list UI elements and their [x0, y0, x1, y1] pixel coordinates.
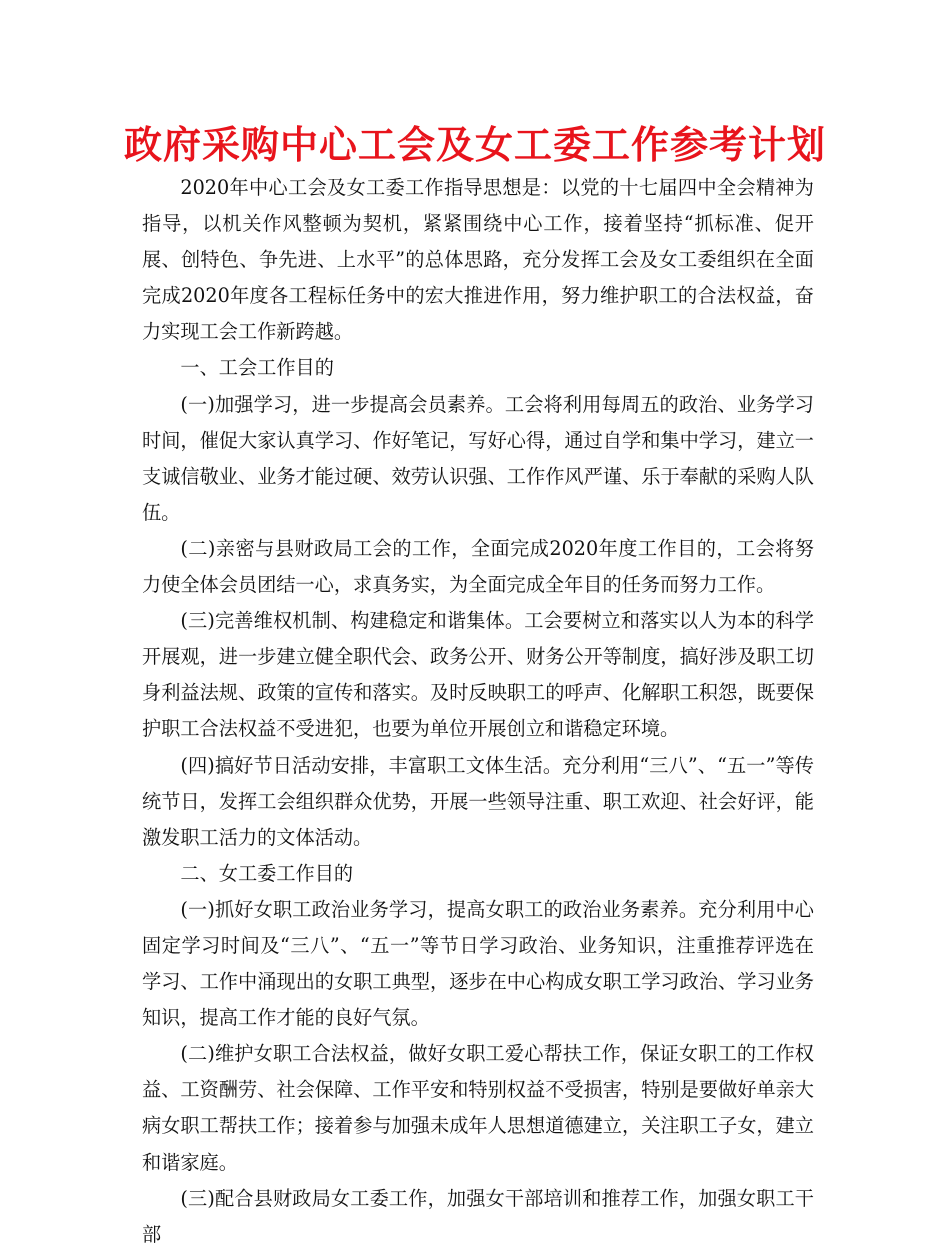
- paragraph-intro: 2020年中心工会及女工委工作指导思想是：以党的十七届四中全会精神为指导，以机关作风整顿为契机，紧紧围绕中心工作，接着坚持“抓标准、促开展、创特色、争先进、上水平”的总体思路，充分发挥工会及女工委组织在全面完成2020年度各工程标任务中的宏大推进作用，努力维护职工的合法权益，奋力实现工会工作新跨越。: [142, 176, 814, 344]
- paragraph-union-3: (三)完善维权机制、构建稳定和谐集体。工会要树立和落实以人为本的科学开展观，进一步建立健全职代会、政务公开、财务公开等制度，搞好涉及职工切身利益法规、政策的宣传和落实。及时反映职工的呼声、化解职工积怨，既要保护职工合法权益不受进犯，也要为单位开展创立和谐稳定环境。: [142, 609, 814, 741]
- document-title: 政府采购中心工会及女工委工作参考计划: [123, 123, 826, 167]
- section-heading-women: 二、女工委工作目的: [180, 861, 354, 885]
- section-heading-union: 一、工会工作目的: [180, 356, 334, 380]
- paragraph-women-1: (一)抓好女职工政治业务学习，提高女职工的政治业务素养。充分利用中心固定学习时间及“三八”、“五一”等节日学习政治、业务知识，注重推荐评选在学习、工作中涌现出的女职工典型，逐步在中心构成女职工学习政治、学习业务知识，提高工作才能的良好气氛。: [142, 897, 814, 1030]
- paragraph-women-3: (三)配合县财政局女工委工作，加强女干部培训和推荐工作，加强女职工干部: [142, 1186, 814, 1246]
- paragraph-union-4: (四)搞好节日活动安排，丰富职工文体生活。充分利用“三八”、“五一”等传统节日，发挥工会组织群众优势，开展一些领导注重、职工欢迎、社会好评，能激发职工活力的文体活动。: [142, 753, 814, 849]
- paragraph-union-2: (二)亲密与县财政局工会的工作，全面完成2020年度工作目的，工会将努力使全体会员团结一心，求真务实，为全面完成全年目的任务而努力工作。: [142, 536, 814, 597]
- document-body: [142, 170, 814, 1253]
- paragraph-union-1: (一)加强学习，进一步提高会员素养。工会将利用每周五的政治、业务学习时间，催促大家认真学习、作好笔记，写好心得，通过自学和集中学习，建立一支诚信敬业、业务才能过硬、效劳认识强、工作作风严谨、乐于奉献的采购人队伍。: [142, 392, 814, 524]
- paragraph-women-2: (二)维护女职工合法权益，做好女职工爱心帮扶工作，保证女职工的工作权益、工资酬劳、社会保障、工作平安和特别权益不受损害，特别是要做好单亲大病女职工帮扶工作；接着参与加强未成年人思想道德建立，关注职工子女，建立和谐家庭。: [142, 1042, 814, 1174]
